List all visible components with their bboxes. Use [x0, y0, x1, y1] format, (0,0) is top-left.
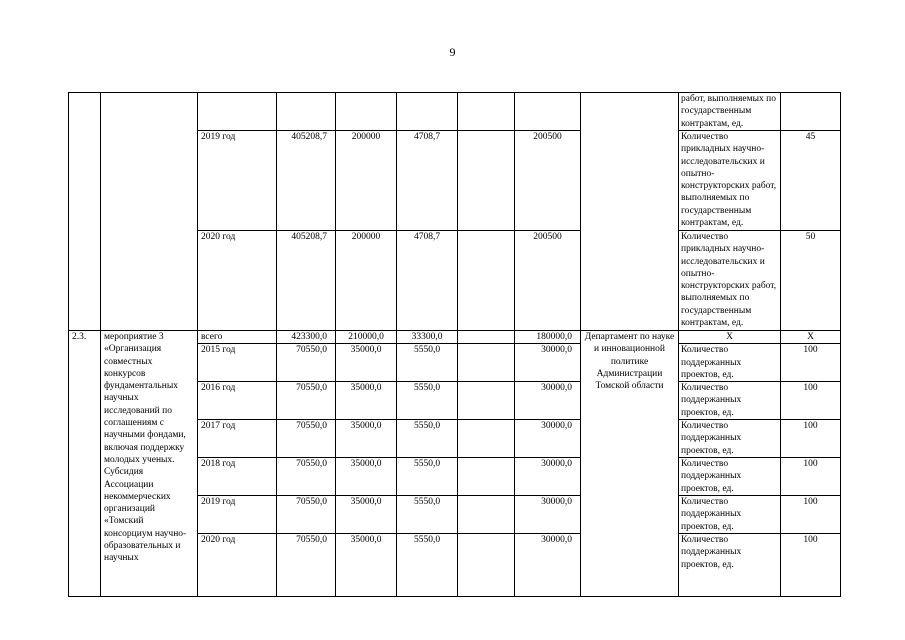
cell-year: всего	[198, 331, 277, 344]
cell-fed: 200000	[336, 131, 397, 231]
cell-fed: 35000,0	[336, 496, 397, 534]
cell-reg	[397, 93, 458, 131]
cell-local	[458, 496, 515, 534]
cell-other: 30000,0	[515, 420, 581, 458]
cell-total: 70550,0	[277, 458, 336, 496]
cell-indicator: Количество поддержанных проектов, ед.	[679, 534, 781, 597]
cell-total: 70550,0	[277, 344, 336, 382]
cell-other	[515, 93, 581, 131]
cell-indicator: работ, выполняемых по государственным контрактам, ед.	[679, 93, 781, 131]
cell-other: 180000,0	[515, 331, 581, 344]
cell-measure-name: мероприятие 3 «Организация совместных конкурсов фундаментальных научных исследований по соглашениям с научными фондами, включая поддержку молодых ученых. Субсидия Ассоциации некоммерческих организаций «Томский консорциум научно-образовательных и научных	[101, 331, 198, 597]
cell-reg: 33300,0	[397, 331, 458, 344]
cell-indicator: Количество поддержанных проектов, ед.	[679, 420, 781, 458]
cell-year: 2016 год	[198, 382, 277, 420]
cell-value: 45	[781, 131, 841, 231]
cell-fed	[336, 93, 397, 131]
cell-fed: 35000,0	[336, 420, 397, 458]
cell-reg: 4708,7	[397, 131, 458, 231]
cell-local	[458, 131, 515, 231]
cell-indicator: Количество поддержанных проектов, ед.	[679, 496, 781, 534]
cell-local	[458, 534, 515, 597]
cell-indicator: Х	[679, 331, 781, 344]
cell-other: 200500	[515, 231, 581, 331]
cell-indicator: Количество поддержанных проектов, ед.	[679, 458, 781, 496]
cell-total	[277, 93, 336, 131]
cell-other: 30000,0	[515, 382, 581, 420]
cell-value: 100	[781, 420, 841, 458]
program-table	[68, 92, 841, 597]
cell-local	[458, 93, 515, 131]
cell-other: 30000,0	[515, 344, 581, 382]
cell-local	[458, 344, 515, 382]
cell-value: 100	[781, 496, 841, 534]
cell-other: 30000,0	[515, 496, 581, 534]
cell-number: 2.3.	[69, 331, 101, 597]
cell-year: 2015 год	[198, 344, 277, 382]
cell-executor: Департамент по науке и инновационной политике Администрации Томской области	[581, 331, 679, 597]
cell-value: 50	[781, 231, 841, 331]
cell-reg: 5550,0	[397, 496, 458, 534]
cell-total: 423300,0	[277, 331, 336, 344]
page-number: 9	[449, 45, 456, 59]
cell-value: 100	[781, 534, 841, 597]
cell-total: 70550,0	[277, 420, 336, 458]
cell-fed: 35000,0	[336, 534, 397, 597]
cell-year: 2020 год	[198, 534, 277, 597]
cell-indicator: Количество поддержанных проектов, ед.	[679, 382, 781, 420]
cell-fed: 200000	[336, 231, 397, 331]
cell-value: 100	[781, 382, 841, 420]
cell-local	[458, 382, 515, 420]
cell-local	[458, 420, 515, 458]
cell-reg: 5550,0	[397, 420, 458, 458]
cell-reg: 5550,0	[397, 458, 458, 496]
cell-year: 2019 год	[198, 496, 277, 534]
cell-reg: 5550,0	[397, 344, 458, 382]
cell-year	[198, 93, 277, 131]
cell-number-empty	[69, 93, 101, 331]
cell-total: 70550,0	[277, 534, 336, 597]
table-row-total	[69, 331, 841, 344]
cell-total: 405208,7	[277, 131, 336, 231]
cell-other: 30000,0	[515, 534, 581, 597]
cell-fed: 210000,0	[336, 331, 397, 344]
cell-total: 70550,0	[277, 496, 336, 534]
cell-year: 2018 год	[198, 458, 277, 496]
cell-value	[781, 93, 841, 131]
cell-other: 200500	[515, 131, 581, 231]
cell-year: 2020 год	[198, 231, 277, 331]
cell-value: Х	[781, 331, 841, 344]
cell-other: 30000,0	[515, 458, 581, 496]
cell-reg: 5550,0	[397, 382, 458, 420]
cell-reg: 5550,0	[397, 534, 458, 597]
table-body	[69, 93, 841, 597]
cell-indicator: Количество поддержанных проектов, ед.	[679, 344, 781, 382]
cell-fed: 35000,0	[336, 344, 397, 382]
cell-local	[458, 458, 515, 496]
cell-fed: 35000,0	[336, 458, 397, 496]
cell-indicator: Количество прикладных научно-исследовательских и опытно-конструкторских работ, выполняемых по государственным контрактам, ед.	[679, 231, 781, 331]
cell-value: 100	[781, 344, 841, 382]
cell-executor-empty	[581, 93, 679, 331]
cell-total: 405208,7	[277, 231, 336, 331]
cell-local	[458, 231, 515, 331]
cell-year: 2017 год	[198, 420, 277, 458]
cell-name-empty	[101, 93, 198, 331]
table-row-continuation	[69, 93, 841, 131]
cell-year: 2019 год	[198, 131, 277, 231]
cell-value: 100	[781, 458, 841, 496]
cell-reg: 4708,7	[397, 231, 458, 331]
cell-local	[458, 331, 515, 344]
cell-indicator: Количество прикладных научно-исследовательских и опытно-конструкторских работ, выполняемых по государственным контрактам, ед.	[679, 131, 781, 231]
cell-fed: 35000,0	[336, 382, 397, 420]
cell-total: 70550,0	[277, 382, 336, 420]
